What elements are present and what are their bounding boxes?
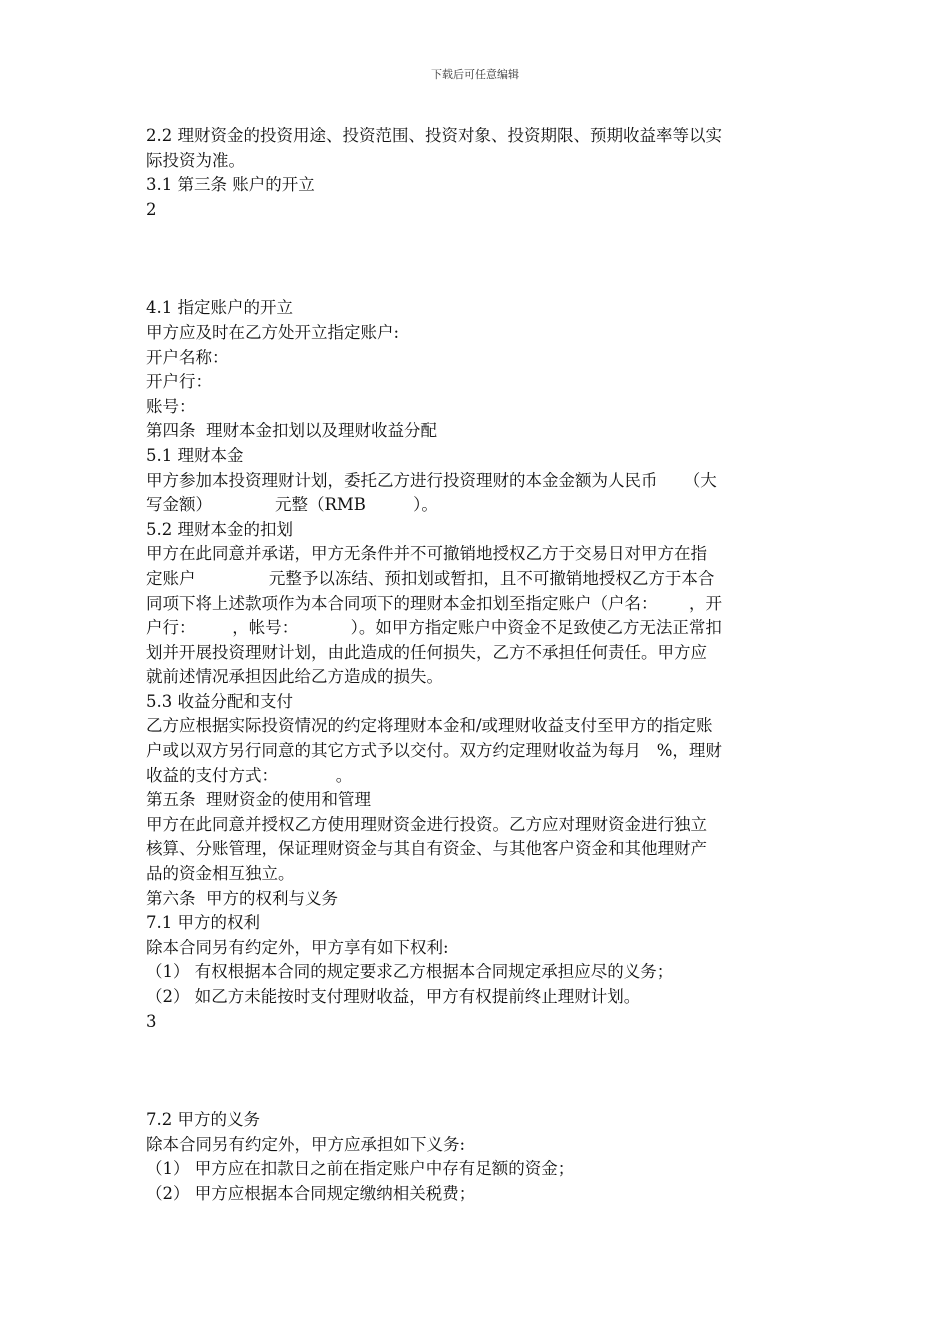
list-item: （2） 甲方应根据本合同规定缴纳相关税费；	[146, 1183, 476, 1203]
text-line: 甲方应及时在乙方处开立指定账户:	[146, 322, 400, 342]
document-body	[146, 124, 810, 1207]
section-heading: 5.3 收益分配和支付	[146, 691, 293, 711]
section-heading: 第六条 甲方的权利与义务	[146, 888, 338, 908]
text-line: 同项下将上述款项作为本合同项下的理财本金扣划至指定账户（户名： ，开	[146, 593, 722, 613]
section-heading: 7.1 甲方的权利	[146, 913, 260, 933]
text-line: 际投资为准。	[146, 150, 245, 170]
text-line: 收益的支付方式： 。	[146, 765, 353, 785]
page-break	[146, 1034, 810, 1108]
text-line: 2.2 理财资金的投资用途、投资范围、投资对象、投资期限、预期收益率等以实	[146, 126, 722, 145]
page-number: 3	[146, 1011, 157, 1031]
section-heading: 第四条 理财本金扣划以及理财收益分配	[146, 421, 437, 441]
text-line: 品的资金相互独立。	[146, 864, 295, 884]
text-line: 划并开展投资理财计划，由此造成的任何损失，乙方不承担任何责任。甲方应	[146, 642, 707, 662]
list-item: （1） 有权根据本合同的规定要求乙方根据本合同规定承担应尽的义务；	[146, 962, 674, 982]
page-number: 2	[146, 199, 157, 219]
section-heading: 4.1 指定账户的开立	[146, 298, 293, 318]
text-line: 甲方在此同意并承诺，甲方无条件并不可撤销地授权乙方于交易日对甲方在指	[146, 544, 707, 564]
text-line: 写金额） 元整（RMB ）。	[146, 495, 438, 515]
section-heading: 3.1 第三条 账户的开立	[146, 175, 315, 195]
text-line: 甲方在此同意并授权乙方使用理财资金进行投资。乙方应对理财资金进行独立	[146, 814, 707, 834]
text-line: 开户行：	[146, 372, 212, 392]
text-line: 除本合同另有约定外，甲方享有如下权利:	[146, 937, 449, 957]
section-heading: 5.1 理财本金	[146, 445, 244, 465]
text-line: 户行： ，帐号： ）。如甲方指定账户中资金不足致使乙方无法正常扣	[146, 618, 722, 638]
text-line: 乙方应根据实际投资情况的约定将理财本金和/或理财收益支付至甲方的指定账	[146, 716, 713, 736]
list-item: （1） 甲方应在扣款日之前在指定账户中存有足额的资金；	[146, 1159, 575, 1179]
section-heading: 第五条 理财资金的使用和管理	[146, 790, 371, 810]
page-header: 下载后可任意编辑	[431, 68, 519, 81]
text-line: 开户名称：	[146, 347, 229, 367]
text-line: 账号：	[146, 396, 196, 416]
page-break	[146, 222, 810, 296]
text-line: 定账户 元整予以冻结、预扣划或暂扣，且不可撤销地授权乙方于本合	[146, 568, 715, 588]
text-line: 除本合同另有约定外，甲方应承担如下义务:	[146, 1134, 466, 1154]
section-heading: 7.2 甲方的义务	[146, 1110, 260, 1130]
section-heading: 5.2 理财本金的扣划	[146, 519, 293, 539]
text-line: 户或以双方另行同意的其它方式予以交付。双方约定理财收益为每月 %，理财	[146, 741, 722, 761]
text-line: 核算、分账管理，保证理财资金与其自有资金、与其他客户资金和其他理财产	[146, 839, 707, 859]
text-line: 就前述情况承担因此给乙方造成的损失。	[146, 667, 443, 687]
list-item: （2） 如乙方未能按时支付理财收益，甲方有权提前终止理财计划。	[146, 987, 641, 1006]
text-line: 甲方参加本投资理财计划，委托乙方进行投资理财的本金金额为人民币 （大	[146, 470, 717, 490]
